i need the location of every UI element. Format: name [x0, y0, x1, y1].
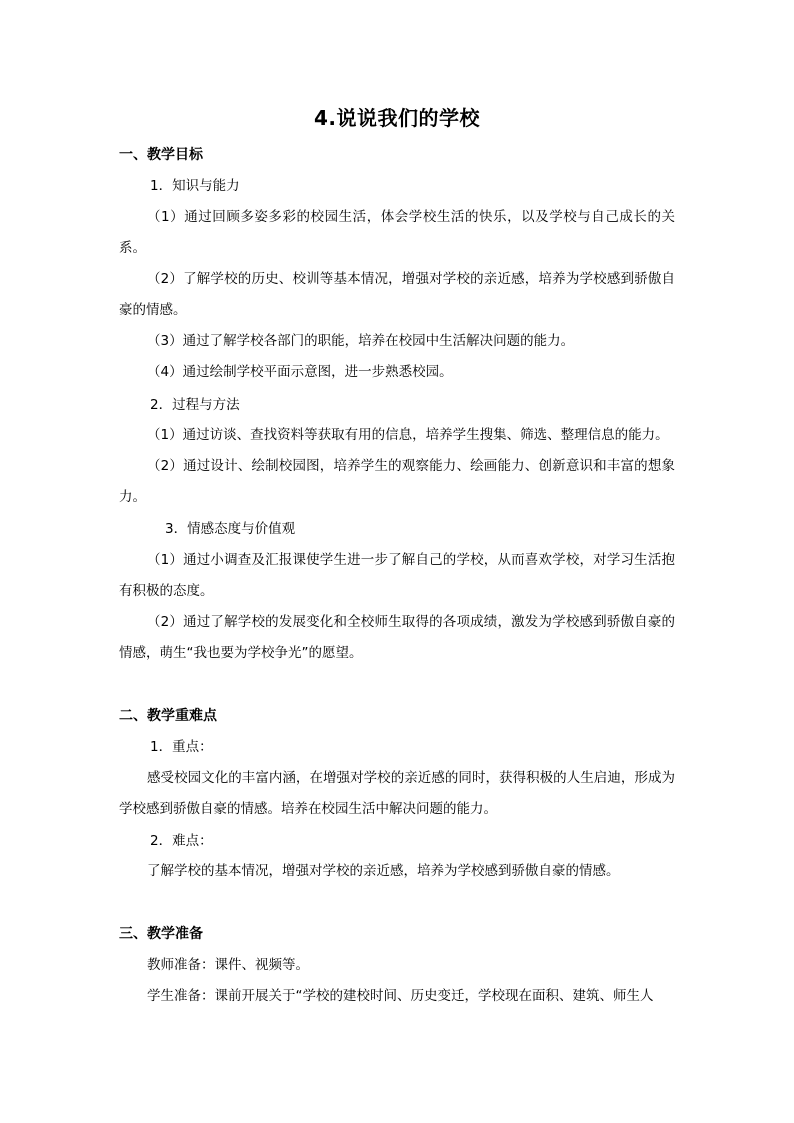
- paragraph: 感受校园文化的丰富内涵，在增强对学校的亲近感的同时，获得积极的人生启迪，形成为学校感到骄傲自豪的情感。培养在校园生活中解决问题的能力。: [119, 770, 675, 817]
- subheading-key-point: 1．重点：: [150, 739, 213, 755]
- section-heading-key-points: 二、教学重难点: [119, 708, 217, 724]
- subheading-difficulty: 2．难点：: [150, 833, 213, 849]
- paragraph: （3）通过了解学校各部门的职能，培养在校园中生活解决问题的能力。: [147, 333, 575, 349]
- paragraph: （2）通过了解学校的发展变化和全校师生取得的各项成绩，激发为学校感到骄傲自豪的情感，萌生“我也要为学校争光”的愿望。: [119, 614, 675, 661]
- paragraph: （2）了解学校的历史、校训等基本情况，增强对学校的亲近感，培养为学校感到骄傲自豪的情感。: [119, 271, 675, 318]
- paragraph: （1）通过回顾多姿多彩的校园生活，体会学校生活的快乐，以及学校与自己成长的关系。: [119, 209, 675, 256]
- section-heading-preparation: 三、教学准备: [119, 926, 203, 942]
- section-heading-objectives: 一、教学目标: [119, 147, 203, 163]
- subheading-process-method: 2．过程与方法: [150, 397, 240, 413]
- paragraph: （2）通过设计、绘制校园图，培养学生的观察能力、绘画能力、创新意识和丰富的想象力。: [119, 458, 675, 505]
- subheading-knowledge-ability: 1．知识与能力: [150, 178, 240, 194]
- paragraph: 教师准备：课件、视频等。: [147, 957, 309, 973]
- document-title: 4.说说我们的学校: [313, 106, 480, 130]
- paragraph: （1）通过访谈、查找资料等获取有用的信息，培养学生搜集、筛选、整理信息的能力。: [147, 427, 669, 443]
- paragraph: 学生准备：课前开展关于“学校的建校时间、历史变迁，学校现在面积、建筑、师生人: [147, 988, 654, 1004]
- paragraph: （1）通过小调查及汇报课使学生进一步了解自己的学校，从而喜欢学校，对学习生活抱有积极的态度。: [119, 552, 675, 599]
- subheading-attitude-values: 3．情感态度与价值观: [165, 521, 296, 537]
- paragraph: 了解学校的基本情况，增强对学校的亲近感，培养为学校感到骄傲自豪的情感。: [147, 863, 620, 879]
- paragraph: （4）通过绘制学校平面示意图，进一步熟悉校园。: [147, 364, 453, 380]
